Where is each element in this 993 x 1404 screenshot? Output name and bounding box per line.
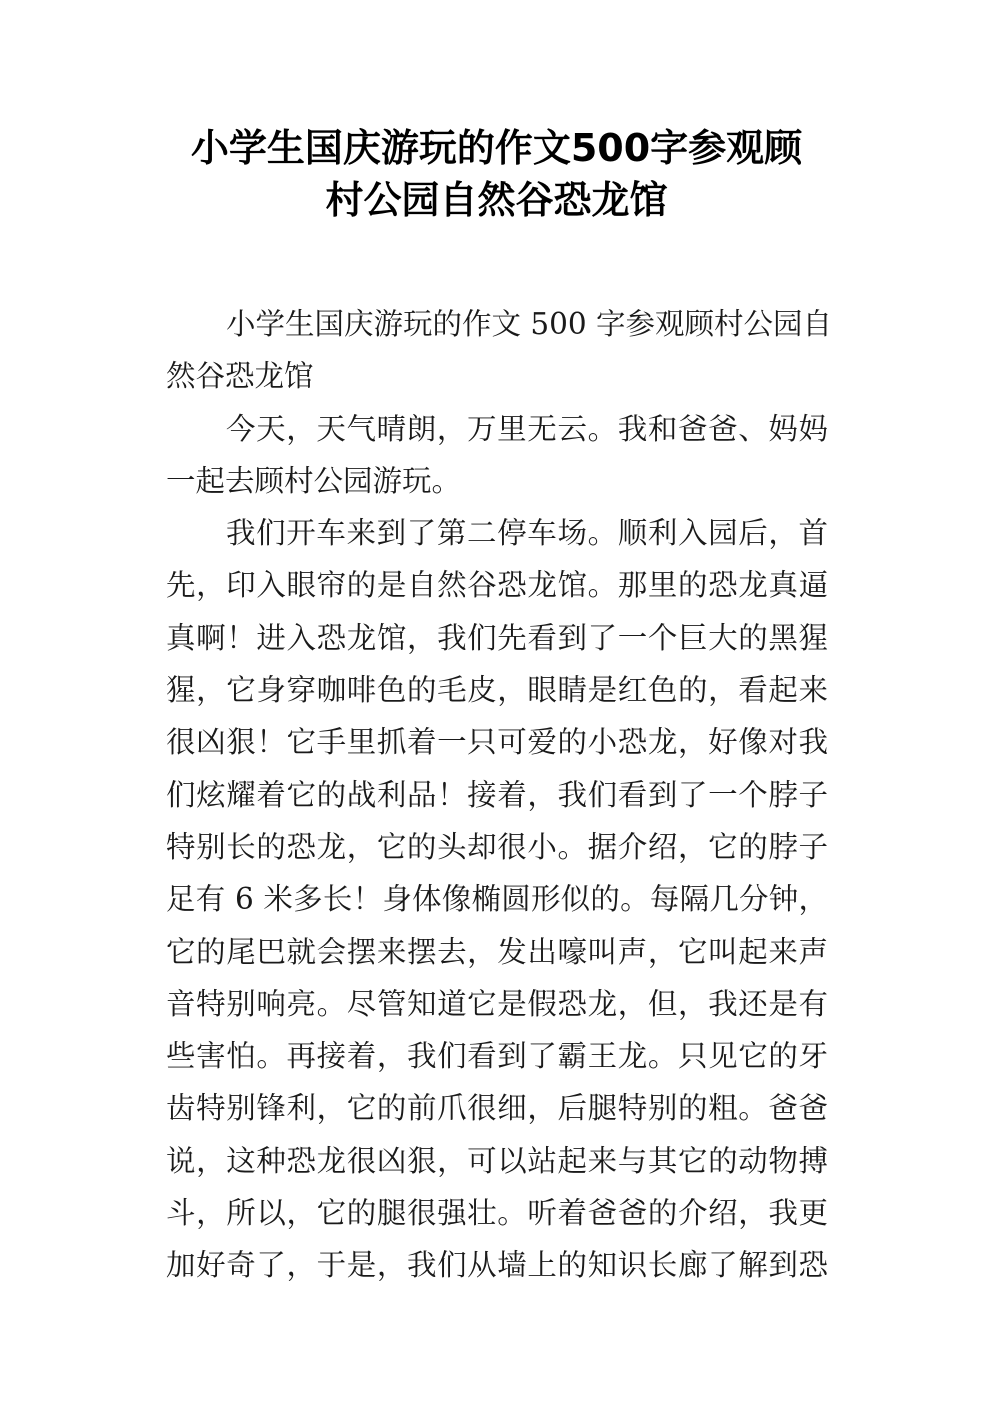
body-line: 然谷恐龙馆 bbox=[166, 359, 314, 394]
body-line: 斗，所以，它的腿很强壮。听着爸爸的介绍，我更 bbox=[166, 1196, 828, 1231]
body-line: 特别长的恐龙，它的头却很小。据介绍，它的脖子 bbox=[166, 829, 828, 864]
body-line: 它的尾巴就会摆来摆去，发出嚎叫声，它叫起来声 bbox=[166, 934, 828, 969]
body-line: 真啊！进入恐龙馆，我们先看到了一个巨大的黑猩 bbox=[166, 620, 828, 655]
body-line: 小学生国庆游玩的作文 500 字参观顾村公园自 bbox=[226, 307, 833, 341]
body-line: 我们开车来到了第二停车场。顺利入园后，首 bbox=[226, 516, 828, 551]
body-line: 加好奇了，于是，我们从墙上的知识长廊了解到恐 bbox=[166, 1248, 828, 1283]
body-line: 说，这种恐龙很凶狠，可以站起来与其它的动物搏 bbox=[166, 1143, 828, 1178]
body-line: 一起去顾村公园游玩。 bbox=[166, 463, 462, 498]
body-line: 今天，天气晴朗，万里无云。我和爸爸、妈妈 bbox=[226, 411, 828, 446]
body-line: 很凶狠！它手里抓着一只可爱的小恐龙，好像对我 bbox=[166, 725, 828, 760]
body-line: 们炫耀着它的战利品！接着，我们看到了一个脖子 bbox=[166, 777, 828, 812]
body-line: 先，印入眼帘的是自然谷恐龙馆。那里的恐龙真逼 bbox=[166, 568, 828, 603]
title-line-1: 小学生国庆游玩的作文500字参观顾 bbox=[190, 126, 803, 170]
body-line: 猩，它身穿咖啡色的毛皮，眼睛是红色的，看起来 bbox=[166, 673, 828, 708]
title-line-2: 村公园自然谷恐龙馆 bbox=[325, 178, 668, 222]
body-line: 音特别响亮。尽管知道它是假恐龙，但，我还是有 bbox=[166, 986, 828, 1021]
body-line: 齿特别锋利，它的前爪很细，后腿特别的粗。爸爸 bbox=[166, 1091, 828, 1126]
document-title bbox=[0, 122, 993, 226]
body-line: 些害怕。再接着，我们看到了霸王龙。只见它的牙 bbox=[166, 1039, 828, 1074]
document-body bbox=[166, 298, 833, 1292]
body-line: 足有 6 米多长！身体像椭圆形似的。每隔几分钟， bbox=[166, 882, 828, 917]
